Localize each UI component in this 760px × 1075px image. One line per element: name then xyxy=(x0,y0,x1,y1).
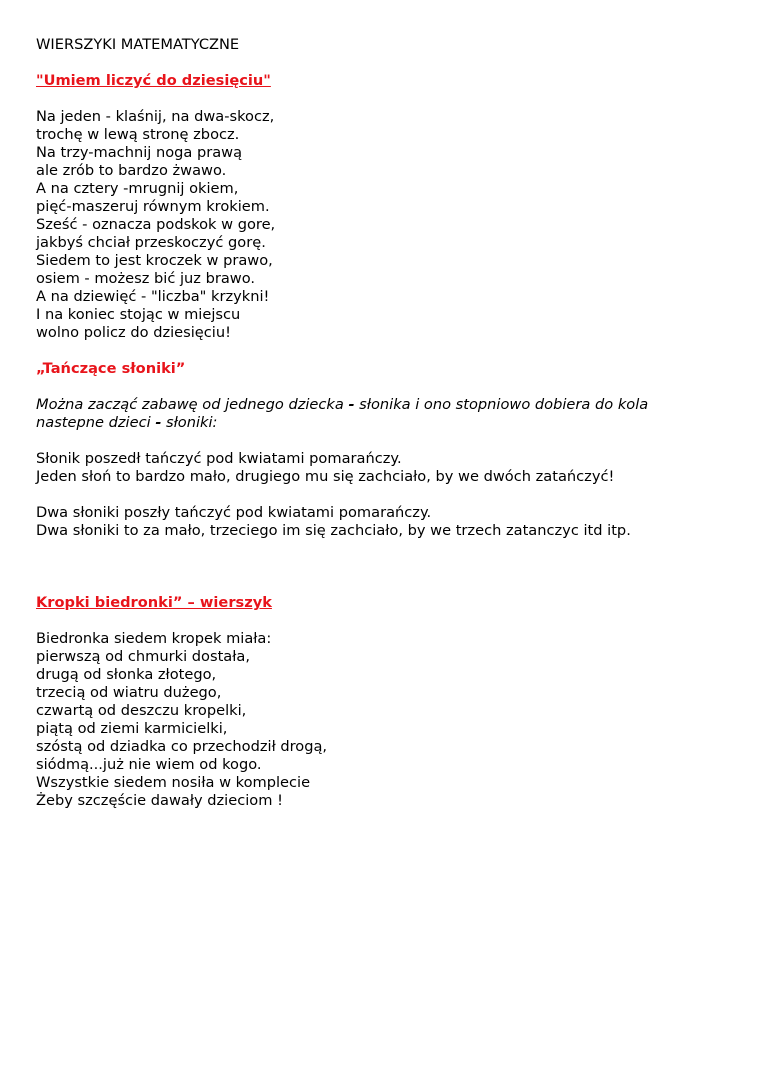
poem-line: wolno policz do dziesięciu! xyxy=(36,324,231,341)
poem-line: A na cztery -mrugnij okiem, xyxy=(36,180,239,197)
poem-line: I na koniec stojąc w miejscu xyxy=(36,306,241,323)
poem-line: osiem - możesz bić juz brawo. xyxy=(36,270,256,287)
poem3-body xyxy=(36,630,726,810)
intro-text: Można zacząć zabawę od jednego dziecka xyxy=(36,396,349,413)
poem-line: Słonik poszedł tańczyć pod kwiatami pomarańczy. xyxy=(36,450,402,467)
poem-line: Biedronka siedem kropek miała: xyxy=(36,630,272,647)
intro-dash: - xyxy=(348,396,355,413)
poem-line: Na trzy-machnij noga prawą xyxy=(36,144,243,161)
poem3-heading: Kropki biedronki” – wierszyk xyxy=(36,594,272,611)
poem-line: trzecią od wiatru dużego, xyxy=(36,684,222,701)
poem-line: A na dziewięć - "liczba" krzykni! xyxy=(36,288,270,305)
poem-line: pierwszą od chmurki dostała, xyxy=(36,648,250,665)
poem-line: Jeden słoń to bardzo mało, drugiego mu się zachciało, by we dwóch zatańczyć! xyxy=(36,468,615,485)
poem-line: Żeby szczęście dawały dzieciom ! xyxy=(36,792,283,809)
poem-line: drugą od słonka złotego, xyxy=(36,666,217,683)
poem2-stanza-1 xyxy=(36,450,726,486)
poem-line: szóstą od dziadka co przechodził drogą, xyxy=(36,738,328,755)
poem-line: trochę w lewą stronę zbocz. xyxy=(36,126,240,143)
document-title: WIERSZYKI MATEMATYCZNE xyxy=(36,36,240,53)
poem-line: siódmą...już nie wiem od kogo. xyxy=(36,756,262,773)
poem2-heading: „Tańczące słoniki” xyxy=(36,360,186,377)
poem-line: jakbyś chciał przeskoczyć gorę. xyxy=(36,234,266,251)
poem-line: pięć-maszeruj równym krokiem. xyxy=(36,198,270,215)
poem-line: Dwa słoniki poszły tańczyć pod kwiatami pomarańczy. xyxy=(36,504,432,521)
document-page xyxy=(36,36,726,810)
poem-line: piątą od ziemi karmicielki, xyxy=(36,720,228,737)
poem-line: Sześć - oznacza podskok w gore, xyxy=(36,216,276,233)
poem-line: Wszystkie siedem nosiła w komplecie xyxy=(36,774,311,791)
poem-tanczace-sloniki xyxy=(36,360,726,540)
poem1-heading: "Umiem liczyć do dziesięciu" xyxy=(36,72,271,89)
poem1-body xyxy=(36,108,726,342)
poem-line: Siedem to jest kroczek w prawo, xyxy=(36,252,273,269)
intro-text: słoniki: xyxy=(161,414,218,431)
poem-line: Dwa słoniki to za mało, trzeciego im się zachciało, by we trzech zatanczyc itd itp. xyxy=(36,522,631,539)
poem2-intro xyxy=(36,396,726,432)
poem-kropki-biedronki xyxy=(36,594,726,810)
intro-dash: - xyxy=(155,414,162,431)
intro-text: nastepne dzieci xyxy=(36,414,156,431)
poem2-stanza-2 xyxy=(36,504,726,540)
poem-line: Na jeden - klaśnij, na dwa-skocz, xyxy=(36,108,275,125)
poem-umiem-liczyc xyxy=(36,72,726,342)
poem-line: ale zrób to bardzo żwawo. xyxy=(36,162,227,179)
poem-line: czwartą od deszczu kropelki, xyxy=(36,702,247,719)
intro-text: słonika i ono stopniowo dobiera do kola xyxy=(354,396,649,413)
